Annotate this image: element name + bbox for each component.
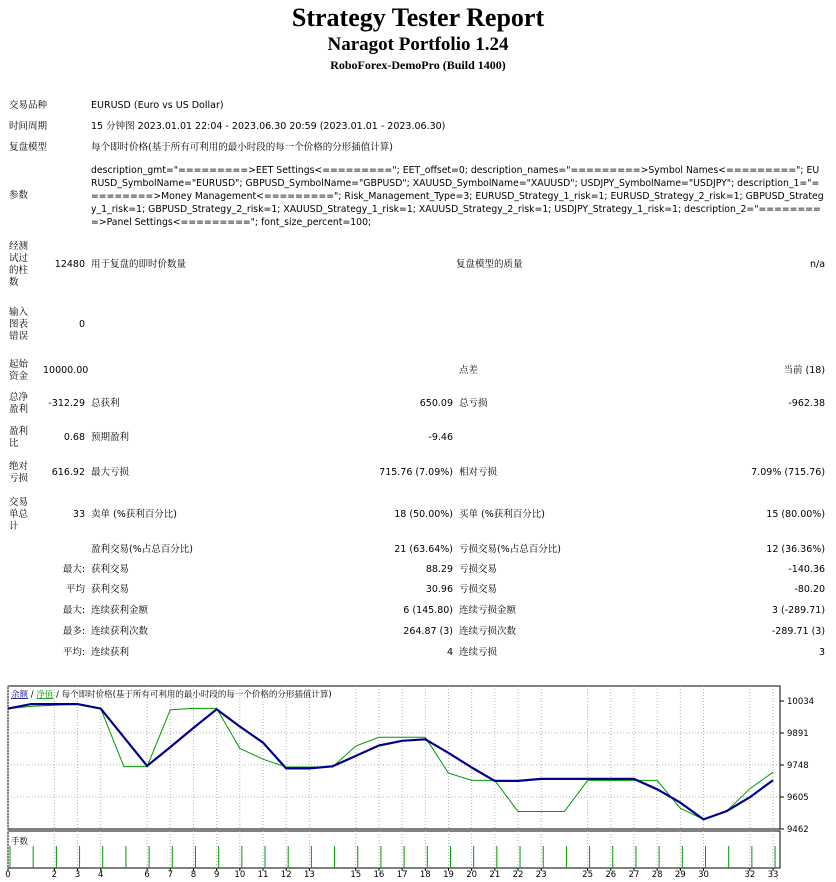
- y-tick-label: 9891: [787, 729, 809, 739]
- volume-frame: [8, 831, 780, 868]
- detail-right-value: -80.20: [794, 584, 826, 595]
- net-profit-label: 总净盈利: [9, 391, 29, 415]
- setting-value: EURUSD (Euro vs US Dollar): [91, 99, 224, 111]
- detail-right-value: 3 (-289.71): [771, 604, 826, 616]
- setting-label: 参数: [9, 190, 29, 201]
- detail-right-value: -289.71 (3): [771, 625, 826, 637]
- detail-right-label: 连续亏损次数: [459, 625, 517, 637]
- balance-chart: [5, 686, 828, 880]
- x-axis: [5, 868, 778, 880]
- x-tick-label: 4: [98, 870, 104, 880]
- setting-label: 时间周期: [9, 120, 48, 132]
- long-label: 买单 (%获利百分比): [459, 508, 545, 520]
- x-tick-label: 20: [466, 870, 478, 880]
- setting-row-period: [6, 116, 828, 137]
- setting-label: 复盘模型: [9, 141, 48, 153]
- expert-name: Naragot Portfolio 1.24: [327, 34, 509, 55]
- max-dd-label: 最大亏损: [91, 466, 130, 478]
- x-tick-label: 18: [419, 870, 431, 880]
- report-title: Strategy Tester Report: [291, 3, 545, 32]
- x-tick-label: 23: [535, 870, 547, 880]
- detail-prefix: 最大:: [62, 564, 86, 575]
- detail-row: [6, 560, 828, 580]
- legend-model-text: 每个即时价格(基于所有可利用的最小时段的每一个价格的分形插值计算): [61, 690, 332, 700]
- detail-row: [6, 580, 828, 600]
- detail-right-label: 亏损交易: [459, 564, 498, 575]
- detail-prefix: 最多:: [62, 625, 86, 637]
- rel-dd-value: 7.09% (715.76): [751, 466, 826, 478]
- x-tick-label: 33: [767, 870, 779, 880]
- x-tick-label: 22: [512, 870, 524, 880]
- total-trades-value: 33: [72, 508, 86, 520]
- x-tick-label: 2: [51, 870, 58, 880]
- detail-left-label: 获利交易: [91, 584, 130, 595]
- net-profit-value: -312.29: [48, 397, 86, 409]
- setting-value: 15 分钟图 2023.01.01 22:04 - 2023.06.30 20:59 (2023.01.01 - 2023.06.30): [91, 120, 446, 132]
- total-trades-row: [6, 490, 828, 539]
- setting-row-model: [6, 137, 828, 158]
- y-axis: [780, 697, 814, 835]
- detail-left-label: 连续获利次数: [91, 625, 149, 637]
- short-label: 卖单 (%获利百分比): [91, 508, 177, 520]
- detail-row: [6, 642, 828, 663]
- detail-left-value: 4: [446, 646, 454, 658]
- detail-row: [6, 621, 828, 642]
- expected-payoff-label: 预期盈利: [91, 431, 130, 443]
- short-value: 18 (50.00%): [394, 508, 454, 520]
- deposit-value: 10000.00: [43, 364, 89, 376]
- x-tick-label: 13: [303, 870, 315, 880]
- quality-value: n/a: [809, 259, 826, 270]
- x-tick-label: 26: [605, 870, 617, 880]
- max-dd-value: 715.76 (7.09%): [379, 466, 454, 478]
- total-trades-label: 交易单总计: [9, 496, 29, 532]
- detail-prefix: 最大:: [62, 604, 86, 616]
- legend-balance: 余额 / 净值 / 每个即时价格(基于所有可利用的最小时段的每一个价格的分形插值计算): [11, 690, 332, 700]
- profit-factor-row: [6, 420, 828, 455]
- y-tick-label: 9748: [787, 761, 809, 771]
- x-tick-label: 12: [280, 870, 292, 880]
- x-tick-label: 3: [74, 870, 81, 880]
- detail-left-label: 获利交易: [91, 564, 130, 575]
- report-table: [6, 95, 828, 663]
- bars-row: [6, 234, 828, 296]
- x-tick-label: 32: [744, 870, 756, 880]
- x-tick-label: 19: [443, 870, 454, 880]
- detail-right-label: 连续亏损: [459, 646, 498, 658]
- trades-split-row: [6, 539, 828, 560]
- x-tick-label: 11: [257, 870, 269, 880]
- detail-left-value: 88.29: [425, 564, 454, 575]
- server-build: RoboForex-DemoPro (Build 1400): [330, 58, 506, 72]
- setting-label: 交易品种: [9, 99, 48, 111]
- long-value: 15 (80.00%): [766, 508, 826, 520]
- abs-dd-label: 绝对亏损: [9, 460, 29, 484]
- detail-right-value: 3: [818, 646, 826, 658]
- detail-prefix: 平均:: [62, 646, 86, 658]
- expected-payoff-value: -9.46: [428, 431, 454, 443]
- x-tick-label: 21: [489, 870, 501, 880]
- x-tick-label: 15: [350, 870, 362, 880]
- net-profit-row: [6, 387, 828, 420]
- detail-left-label: 连续获利: [91, 646, 130, 658]
- spread-value: 当前 (18): [783, 364, 826, 376]
- detail-left-value: 6 (145.80): [403, 604, 454, 616]
- plot-frame: [8, 686, 780, 829]
- detail-prefix: 平均: [66, 584, 86, 595]
- gross-profit-label: 总获利: [91, 397, 120, 409]
- errors-label: 输入图表错误: [9, 307, 29, 342]
- loss-trades-value: 12 (36.36%): [766, 543, 826, 555]
- profit-trades-value: 21 (63.64%): [394, 543, 454, 555]
- y-tick-label: 10034: [787, 697, 815, 707]
- bars-value: 12480: [54, 259, 86, 270]
- x-tick-label: 25: [582, 870, 593, 880]
- legend-equity-label: 净值: [36, 690, 54, 700]
- x-tick-label: 10: [234, 870, 246, 880]
- abs-dd-value: 616.92: [51, 466, 86, 478]
- errors-row: [6, 296, 828, 354]
- x-tick-label: 0: [5, 870, 11, 880]
- setting-row-symbol: [6, 95, 828, 116]
- x-tick-label: 30: [698, 870, 709, 880]
- gross-loss-label: 总亏损: [459, 397, 488, 409]
- x-tick-label: 16: [373, 870, 385, 880]
- quality-label: 复盘模型的质量: [456, 259, 523, 270]
- volume-label: 手数: [11, 837, 29, 847]
- rel-dd-label: 相对亏损: [459, 466, 498, 478]
- setting-row-parameters: [6, 158, 828, 234]
- loss-trades-label: 亏损交易(%占总百分比): [459, 543, 561, 555]
- profit-trades-label: 盈利交易(%占总百分比): [91, 543, 193, 555]
- profit-factor-label: 盈利比: [9, 425, 29, 449]
- detail-left-value: 264.87 (3): [403, 625, 454, 637]
- x-tick-label: 9: [213, 870, 220, 880]
- y-tick-label: 9462: [787, 825, 809, 835]
- profit-factor-value: 0.68: [63, 431, 86, 443]
- errors-value: 0: [78, 319, 86, 330]
- x-tick-label: 8: [190, 870, 197, 880]
- deposit-row: [6, 354, 828, 387]
- x-tick-label: 7: [167, 870, 173, 880]
- detail-left-label: 连续获利金额: [91, 604, 149, 616]
- detail-right-label: 亏损交易: [459, 584, 498, 595]
- x-tick-label: 29: [674, 870, 686, 880]
- detail-row: [6, 600, 828, 621]
- setting-value: 每个即时价格(基于所有可利用的最小时段的每一个价格的分形插值计算): [91, 141, 393, 153]
- detail-right-value: -140.36: [788, 564, 826, 575]
- x-tick-label: 17: [396, 870, 408, 880]
- gross-profit-value: 650.09: [419, 397, 454, 409]
- detail-left-value: 30.96: [425, 584, 454, 595]
- deposit-label: 起始资金: [9, 358, 29, 382]
- x-tick-label: 27: [628, 870, 640, 880]
- ticks-label: 用于复盘的即时价数量: [91, 259, 187, 270]
- parameters-text: description_gmt="=========>EET Settings<========="; EET_offset=0; description_names="=========>Symbol Names<========="; EURUSD_SymbolName="EURUSD"; GBPUSD_SymbolName="GBPUSD"; XAUUSD_SymbolName="XAUUSD"; USDJPY_SymbolName="USDJPY"; description_1="=========>Money Management<========="; Risk_Management_Type=3; EURUSD_Strategy_1_risk=1; EURUSD_Strategy_2_risk=1; GBPUSD_Strategy_1_risk=1; GBPUSD_Strategy_2_risk=1; XAUUSD_Strategy_1_risk=1; XAUUSD_Strategy_2_risk=1; USDJPY_Strategy_1_risk=1; description_2="=========>Panel Settings<========="; font_size_percent=100;: [91, 164, 824, 228]
- drawdown-row: [6, 455, 828, 490]
- gross-loss-value: -962.38: [788, 397, 826, 409]
- x-tick-label: 28: [651, 870, 663, 880]
- bars-label: 经测试过的柱数: [9, 241, 29, 288]
- legend-balance-label: 余额: [11, 690, 29, 700]
- x-tick-label: 6: [144, 870, 150, 880]
- spread-label: 点差: [459, 364, 479, 376]
- detail-right-label: 连续亏损金额: [459, 604, 517, 616]
- y-tick-label: 9605: [787, 793, 809, 803]
